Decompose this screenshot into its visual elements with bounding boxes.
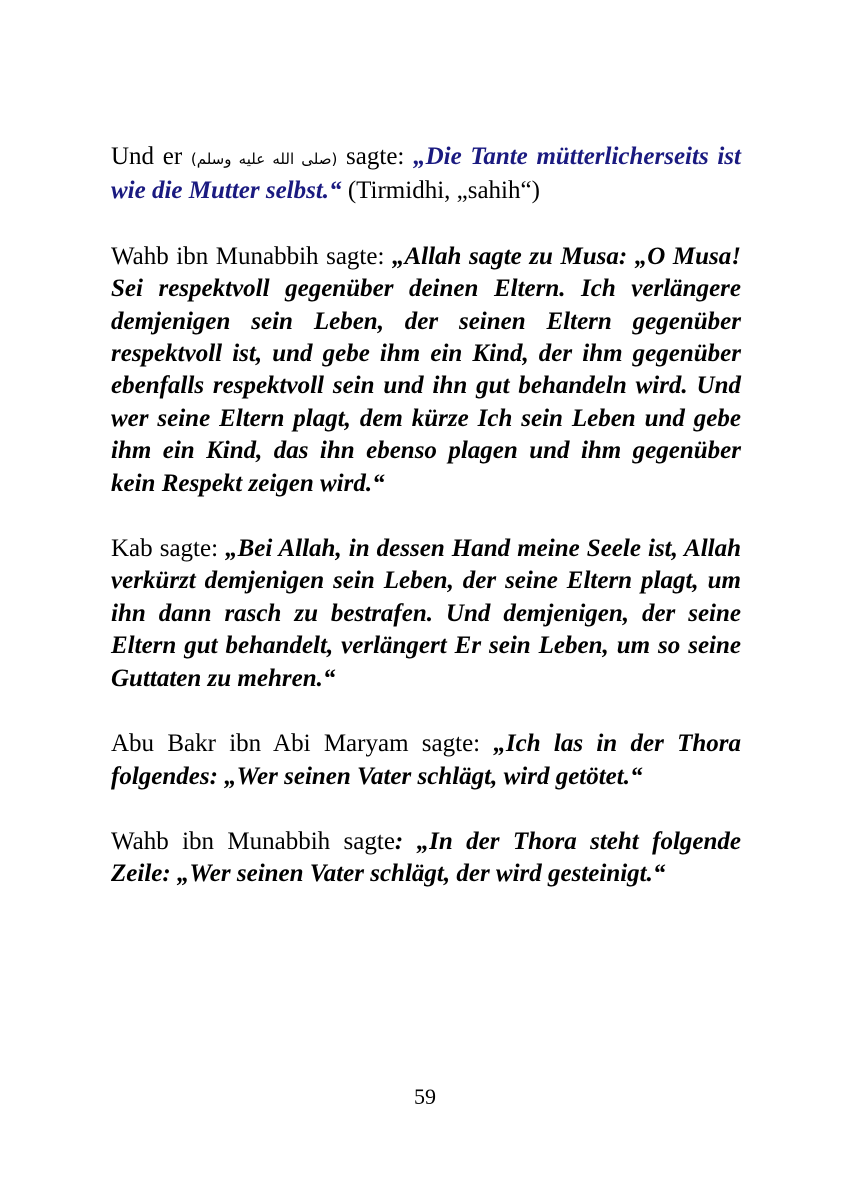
paragraph-kab — [111, 533, 741, 695]
paragraph-intro: Und er — [111, 143, 191, 170]
paragraph-quote: „Allah sagte zu Musa: „O Musa! Sei respektvoll gegenüber deinen Eltern. Ich verlängere demjenigen sein Leben, der seinen Eltern gegenüber respektvoll ist, und gebe ihm ein Kind, der ihm gegenüber ebenfalls respektvoll sein und ihn gut behandeln wird. Und wer seine Eltern plagt, dem kürze Ich sein Leben und gebe ihm ein Kind, das ihn ebenso plagen und ihm gegenüber kein Respekt zeigen wird.“ — [111, 242, 741, 497]
arabic-eulogy: (صلى الله عليه وسلم) — [190, 150, 338, 168]
hadith-quote: „Die Tante mütterlicherseits ist wie die Mutter selbst.“ — [111, 143, 741, 205]
paragraph-intro: Wahb ibn Munabbih sagte: — [111, 242, 392, 270]
hadith-source: (Tirmidhi, „sahih“) — [341, 177, 540, 205]
paragraph-quote: : „In der Thora steht folgende Zeile: „Wer seinen Vater schlägt, der wird gesteinigt.“ — [111, 827, 741, 888]
paragraph-wahb-thora — [111, 826, 741, 891]
page-content — [111, 141, 741, 924]
paragraph-intro-after: sagte: — [337, 143, 414, 170]
paragraph-quote: „Ich las in der Thora folgendes: „Wer seinen Vater schlägt, wird getötet.“ — [111, 730, 742, 790]
paragraph-intro: Kab sagte: — [111, 535, 226, 563]
paragraph-abu-bakr — [111, 728, 741, 793]
paragraph-wahb-musa — [111, 241, 741, 500]
paragraph-intro: Wahb ibn Munabbih sagte — [111, 827, 395, 855]
page-number: 59 — [414, 1084, 436, 1109]
paragraph-intro: Abu Bakr ibn Abi Maryam sagte: — [111, 730, 494, 758]
paragraph-quote: „Bei Allah, in dessen Hand meine Seele ist, Allah verkürzt demjenigen sein Leben, der seine Eltern plagt, um ihn dann rasch zu bestrafen. Und demjenigen, der seine Eltern gut behandelt, verlängert Er sein Leben, um so seine Guttaten zu mehren.“ — [111, 535, 741, 692]
paragraph-hadith-aunt — [111, 141, 741, 208]
